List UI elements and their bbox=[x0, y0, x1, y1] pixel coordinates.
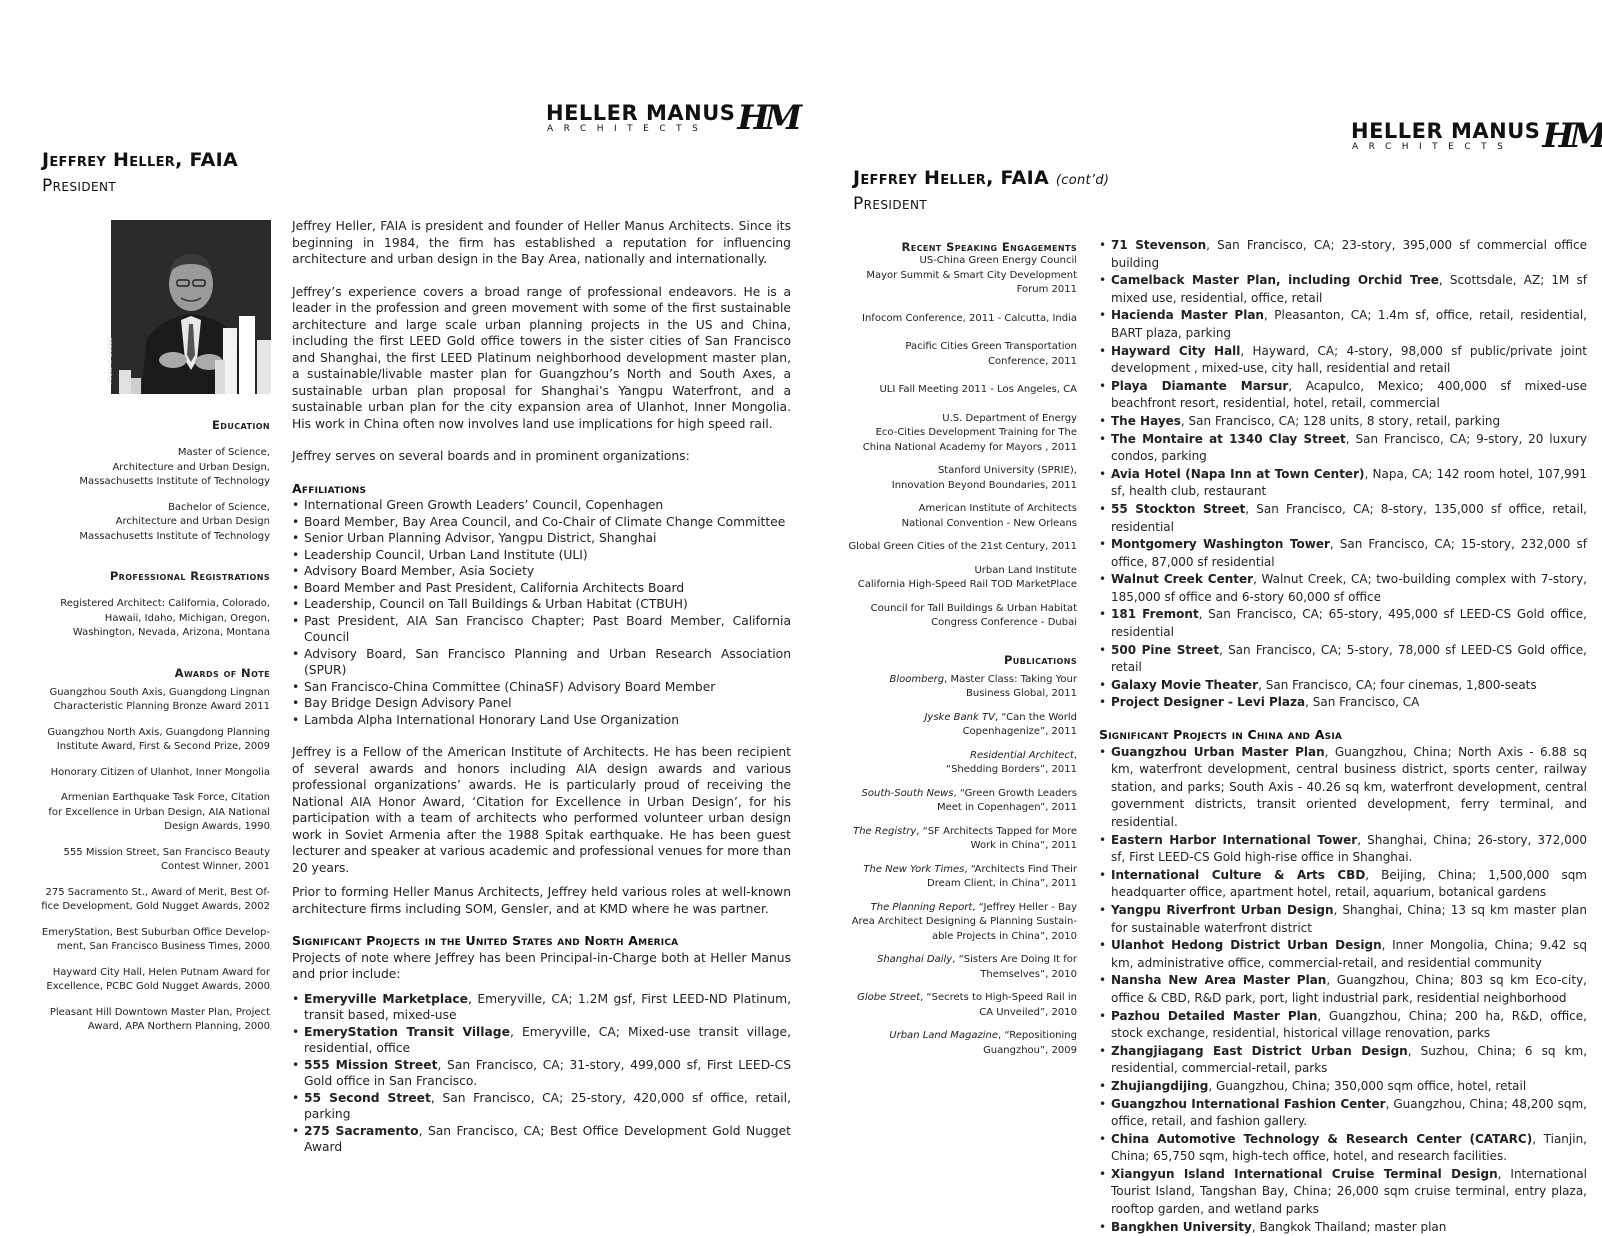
boards-paragraph: Jeffrey serves on several boards and in prominent organizations: bbox=[292, 449, 690, 463]
education-item: Master of Science, Architecture and Urban Design, Massachusetts Institute of Technology bbox=[79, 447, 270, 487]
project-item: • Yangpu Riverfront Urban Design, Shanghai, China; 13 sq km master plan for sustainable waterfront district bbox=[1099, 902, 1587, 937]
project-item: • Project Designer - Levi Plaza, San Francisco, CA bbox=[1099, 694, 1587, 712]
speaking-item: ULI Fall Meeting 2011 - Los Angeles, CA bbox=[879, 384, 1077, 395]
us-projects-heading: Significant Projects in the United States and North America bbox=[292, 933, 679, 948]
resume-page-1 bbox=[0, 0, 801, 1202]
affiliations-heading: Affiliations bbox=[292, 480, 367, 496]
award-item: Armenian Earthquake Task Force, Citation for Excellence in Urban Design, AIA National Design Awards, 1990 bbox=[48, 792, 270, 832]
us-projects-intro: Projects of note where Jeffrey has been Principal-in-Charge both at Heller Manus and prior include: bbox=[292, 950, 791, 981]
publication-item: Shanghai Daily, “Sisters Are Doing It for Themselves”, 2010 bbox=[876, 954, 1077, 980]
project-item: • 500 Pine Street, San Francisco, CA; 5-story, 78,000 sf LEED-CS Gold office, retail bbox=[1099, 642, 1587, 677]
portrait-image bbox=[111, 220, 271, 394]
prior-paragraph: Prior to forming Heller Manus Architects, Jeffrey held various roles at well-known architecture firms including SOM, Gensler, and at KMD where he was partner. bbox=[292, 885, 791, 916]
publication-item: Residential Architect, “Shedding Borders”, 2011 bbox=[945, 749, 1077, 775]
portrait-photo bbox=[107, 220, 271, 394]
affiliation-item: • Board Member, Bay Area Council, and Co-Chair of Climate Change Committee bbox=[292, 514, 791, 531]
speaking-item: Stanford University (SPRIE), Innovation Beyond Boundaries, 2011 bbox=[891, 465, 1077, 491]
china-projects-list bbox=[1099, 744, 1587, 1236]
award-item: Pleasant Hill Downtown Master Plan, Project Award, APA Northern Planning, 2000 bbox=[49, 1006, 270, 1032]
affiliation-item: • Advisory Board, San Francisco Planning and Urban Research Association (SPUR) bbox=[292, 646, 791, 679]
project-item: • Montgomery Washington Tower, San Francisco, CA; 15-story, 232,000 sf office, 87,000 sf residential bbox=[1099, 536, 1587, 571]
registrations-heading: Professional Registrations bbox=[109, 569, 270, 583]
project-item: • Pazhou Detailed Master Plan, Guangzhou, China; 200 ha, R&D, office, stock exchange, residential, historical village renovation, parks bbox=[1099, 1008, 1587, 1043]
project-item: • EmeryStation Transit Village, Emeryville, CA; Mixed-use transit village, residential, office bbox=[292, 1024, 791, 1057]
affiliation-item: • Leadership, Council on Tall Buildings & Urban Habitat (CTBUH) bbox=[292, 596, 791, 613]
award-item: Hayward City Hall, Helen Putnam Award for Excellence, PCBC Gold Nugget Awards, 2000 bbox=[46, 966, 270, 992]
publication-item: The New York Times, “Architects Find Their Dream Client, in China”, 2011 bbox=[863, 863, 1077, 889]
project-item: • Zhujiangdijing, Guangzhou, China; 350,000 sqm office, hotel, retail bbox=[1099, 1078, 1587, 1096]
awards-heading: Awards of Note bbox=[174, 665, 270, 680]
publication-item: Jyske Bank TV, “Can the World Copenhagenize”, 2011 bbox=[924, 711, 1077, 737]
projects-body bbox=[1099, 237, 1587, 1236]
project-item: • Playa Diamante Marsur, Acapulco, Mexico; 400,000 sf mixed-use beachfront resort, residential, hotel, retail, commercial bbox=[1099, 378, 1587, 413]
continued-label: (cont’d) bbox=[1055, 173, 1110, 188]
project-item: • Xiangyun Island International Cruise Terminal Design, International Tourist Island, Tangshan Bay, China; 26,000 sqm cruise terminal, entry plaza, rooftop garden, and wetland parks bbox=[1099, 1166, 1587, 1219]
affiliation-item: • Bay Bridge Design Advisory Panel bbox=[292, 695, 791, 712]
person-name: Jeffrey Heller, FAIA bbox=[42, 149, 238, 171]
heller-manus-logo: HELLER MANUS ARCHITECTS HM bbox=[546, 98, 798, 138]
china-projects-heading: Significant Projects in China and Asia bbox=[1099, 727, 1343, 743]
speaking-item: Infocom Conference, 2011 - Calcutta, India bbox=[862, 312, 1077, 324]
award-item: 275 Sacramento St., Award of Merit, Best Of- fice Development, Gold Nugget Awards, 2002 bbox=[41, 886, 270, 912]
speaking-item: American Institute of Architects National Convention - New Orleans bbox=[901, 503, 1077, 529]
affiliation-item: • Leadership Council, Urban Land Institute (ULI) bbox=[292, 547, 791, 564]
publication-item: The Planning Report, “Jeffrey Heller - Bay Area Architect Designing & Planning Sustain- able Projects in China”, 2010 bbox=[851, 901, 1077, 942]
side-column bbox=[30, 418, 270, 1035]
affiliation-item: • International Green Growth Leaders’ Council, Copenhagen bbox=[292, 497, 791, 514]
affiliation-item: • San Francisco-China Committee (ChinaSF) Advisory Board Member bbox=[292, 679, 791, 696]
project-item: • The Hayes, San Francisco, CA; 128 units, 8 story, retail, parking bbox=[1099, 413, 1587, 431]
biography-body bbox=[292, 218, 791, 1156]
speaking-item: Global Green Cities of the 21st Century, 2011 bbox=[848, 541, 1077, 552]
affiliation-item: • Advisory Board Member, Asia Society bbox=[292, 563, 791, 580]
project-item: • Hacienda Master Plan, Pleasanton, CA; 1.4m sf, office, retail, residential, BART plaza, parking bbox=[1099, 307, 1587, 342]
speaking-item: Pacific Cities Green Transportation Conference, 2011 bbox=[905, 341, 1077, 367]
project-item: • Guangzhou Urban Master Plan, Guangzhou, China; North Axis - 6.88 sq km, waterfront development, central business district, sports center, railway station, and parks; South Axis - 40.26 sq km, waterfront development, central government districts, transit oriented development, ferry terminal, and residential. bbox=[1099, 744, 1587, 832]
project-item: • Bangkhen University, Bangkok Thailand; master plan bbox=[1099, 1219, 1587, 1236]
affiliation-item: • Senior Urban Planning Advisor, Yangpu District, Shanghai bbox=[292, 530, 791, 547]
experience-paragraph: Jeffrey’s experience covers a broad range of professional endeavors. He is a leader in the profession and green movement with some of the first sustainable architecture and large scale urban planning projects in the US and China, including the first LEED Gold office towers in the sister cities of San Francisco and Shanghai, the first LEED Platinum neighborhood development master plan, a sustainable/livable master plan for Guangzhou’s North and South Axes, a sustainable urban plan proposal for Shanghai’s Yangpu Waterfront, and a sustainable urban plan for the city expansion area of Ulanhot, Inner Mongolia. His work in China often now involves land use implications for high speed rail. bbox=[292, 284, 791, 431]
project-item: • Avia Hotel (Napa Inn at Town Center), Napa, CA; 142 room hotel, 107,991 sf, health club, restaurant bbox=[1099, 466, 1587, 501]
project-item: • Guangzhou International Fashion Center, Guangzhou, China; 48,200 sqm, office, retail, and fashion gallery. bbox=[1099, 1096, 1587, 1131]
project-item: • Hayward City Hall, Hayward, CA; 4-story, 98,000 sf public/private joint development , mixed-use, city hall, residential and retail bbox=[1099, 343, 1587, 378]
project-item: • 275 Sacramento, San Francisco, CA; Best Office Development Gold Nugget Award bbox=[292, 1123, 791, 1156]
project-item: • Emeryville Marketplace, Emeryville, CA; 1.2M gsf, First LEED-ND Platinum, transit based, mixed-use bbox=[292, 991, 791, 1024]
project-item: • Eastern Harbor International Tower, Shanghai, China; 26-story, 372,000 sf, First LEED-CS Gold high-rise office in Shanghai. bbox=[1099, 832, 1587, 867]
affiliations-list bbox=[292, 497, 791, 728]
us-projects-continued-list bbox=[1099, 237, 1587, 712]
award-item: Guangzhou North Axis, Guangdong Planning Institute Award, First & Second Prize, 2009 bbox=[47, 726, 270, 752]
speaking-item: U.S. Department of Energy Eco-Cities Development Training for The China National Academy for Mayors , 2011 bbox=[862, 412, 1077, 453]
project-item: • Zhangjiagang East District Urban Design, Suzhou, China; 6 sq km, residential, commercial-retail, parks bbox=[1099, 1043, 1587, 1078]
publication-item: South-South News, “Green Growth Leaders Meet in Copenhagen”, 2011 bbox=[861, 787, 1077, 813]
speaking-item: Urban Land Institute California High-Speed Rail TOD MarketPlace bbox=[857, 564, 1077, 590]
fellow-paragraph: Jeffrey is a Fellow of the American Institute of Architects. He has been recipient of several awards and honors including AIA design awards and various professional organizations’ awards. He is particularly proud of receiving the National AIA Honor Award, ‘Citation for Excellence in Urban Design’, for his participation with a team of architects who performed volunteer urban design work in Soviet Armenia after the 1988 Spitak earthquake. He has been guest lecturer and speaker at various academic and professional venues for more than 20 years. bbox=[292, 745, 791, 875]
speaking-item: Council for Tall Buildings & Urban Habitat Congress Conference - Dubai bbox=[870, 602, 1077, 628]
education-item: Bachelor of Science, Architecture and Urban Design Massachusetts Institute of Technology bbox=[79, 501, 270, 542]
award-item: 555 Mission Street, San Francisco Beauty Contest Winner, 2001 bbox=[63, 846, 270, 872]
affiliation-item: • Board Member and Past President, California Architects Board bbox=[292, 580, 791, 597]
person-role: President bbox=[42, 176, 117, 196]
photo-credit: Photo © Deddo bbox=[107, 337, 114, 384]
resume-page-2 bbox=[801, 0, 1602, 1234]
project-item: • 55 Second Street, San Francisco, CA; 25-story, 420,000 sf office, retail, parking bbox=[292, 1090, 791, 1123]
speaking-heading: Recent Speaking Engagements bbox=[901, 240, 1077, 254]
project-item: • Nansha New Area Master Plan, Guangzhou, China; 803 sq km Eco-city, office & CBD, R&D park, port, light industrial park, residential neighborhood bbox=[1099, 972, 1587, 1007]
project-item: • 55 Stockton Street, San Francisco, CA; 8-story, 135,000 sf office, retail, residential bbox=[1099, 501, 1587, 536]
project-item: • International Culture & Arts CBD, Beijing, China; 1,500,000 sqm headquarter office, apartment hotel, retail, aquarium, botanical gardens bbox=[1099, 867, 1587, 902]
publication-item: Bloomberg, Master Class: Taking Your Business Global, 2011 bbox=[889, 673, 1077, 699]
publication-item: Urban Land Magazine, “Repositioning Guangzhou”, 2009 bbox=[889, 1030, 1077, 1056]
award-item: EmeryStation, Best Suburban Office Develop- ment, San Francisco Business Times, 2000 bbox=[41, 926, 270, 952]
project-item: • 71 Stevenson, San Francisco, CA; 23-story, 395,000 sf commercial office building bbox=[1099, 237, 1587, 272]
heller-manus-logo: HELLER MANUS ARCHITECTS HM bbox=[1351, 116, 1602, 156]
project-item: • The Montaire at 1340 Clay Street, San Francisco, CA; 9-story, 20 luxury condos, parking bbox=[1099, 431, 1587, 466]
side-column bbox=[821, 240, 1077, 1058]
publications-heading: Publications bbox=[1003, 652, 1077, 667]
affiliation-item: • Past President, AIA San Francisco Chapter; Past Board Member, California Council bbox=[292, 613, 791, 646]
person-name: Jeffrey Heller, FAIA (cont’d) bbox=[853, 167, 1110, 189]
publication-item: Globe Street, “Secrets to High-Speed Rail in CA Unveiled”, 2010 bbox=[857, 992, 1077, 1018]
project-item: • 181 Fremont, San Francisco, CA; 65-story, 495,000 sf LEED-CS Gold office, residential bbox=[1099, 606, 1587, 641]
project-item: • 555 Mission Street, San Francisco, CA; 31-story, 499,000 sf, First LEED-CS Gold office in San Francisco. bbox=[292, 1057, 791, 1090]
project-item: • Camelback Master Plan, including Orchid Tree, Scottsdale, AZ; 1M sf mixed use, residential, office, retail bbox=[1099, 272, 1587, 307]
publication-item: The Registry, “SF Architects Tapped for More Work in China”, 2011 bbox=[853, 825, 1077, 851]
intro-paragraph: Jeffrey Heller, FAIA is president and founder of Heller Manus Architects. Since its beginning in 1984, the firm has established a reputation for influencing architecture and urban design in the Bay Area, nationally and internationally. bbox=[292, 219, 791, 266]
us-projects-list bbox=[292, 991, 791, 1156]
registration-item: Registered Architect: California, Colorado, Hawaii, Idaho, Michigan, Oregon, Washington, Nevada, Arizona, Montana bbox=[60, 598, 270, 638]
project-item: • Walnut Creek Center, Walnut Creek, CA; two-building complex with 7-story, 185,000 sf office and 6-story 60,000 sf office bbox=[1099, 571, 1587, 606]
education-heading: Education bbox=[212, 418, 270, 432]
award-item: Guangzhou South Axis, Guangdong Lingnan Characteristic Planning Bronze Award 2011 bbox=[49, 686, 270, 712]
project-item: • China Automotive Technology & Research Center (CATARC), Tianjin, China; 65,750 sqm, high-tech office, hotel, and research facilities. bbox=[1099, 1131, 1587, 1166]
affiliation-item: • Lambda Alpha International Honorary Land Use Organization bbox=[292, 712, 791, 729]
project-item: • Ulanhot Hedong District Urban Design, Inner Mongolia, China; 9.42 sq km, administrative office, commercial-retail, and residential community bbox=[1099, 937, 1587, 972]
person-role: President bbox=[853, 194, 928, 214]
speaking-item: US-China Green Energy Council Mayor Summit & Smart City Development Forum 2011 bbox=[866, 255, 1077, 295]
award-item: Honorary Citizen of Ulanhot, Inner Mongolia bbox=[50, 766, 270, 778]
project-item: • Galaxy Movie Theater, San Francisco, CA; four cinemas, 1,800-seats bbox=[1099, 677, 1587, 695]
